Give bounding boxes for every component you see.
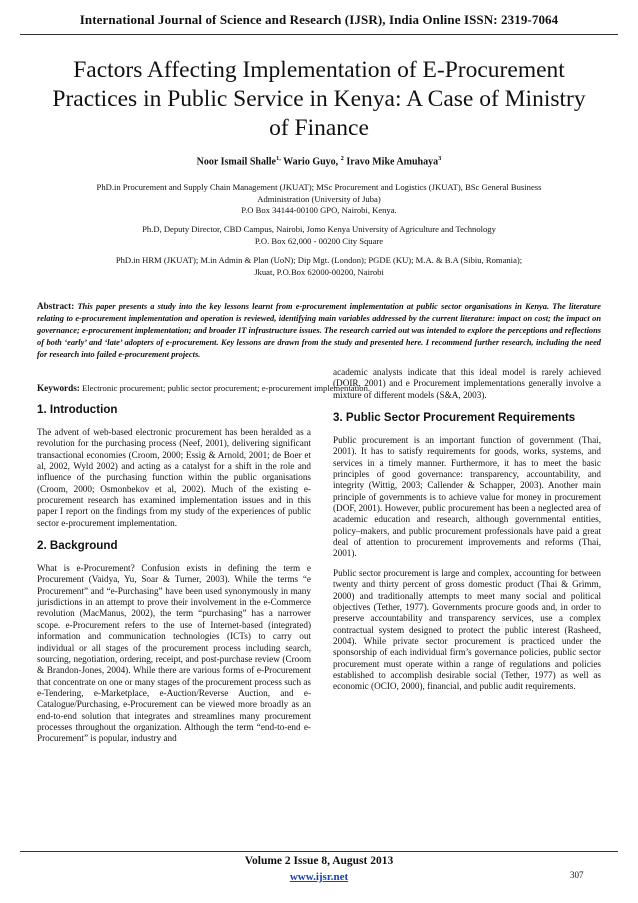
affiliation-3 (40, 255, 598, 278)
abstract-text: This paper presents a study into the key lessons learnt from e-procurement implementation at public sector organisations in Kenya. The literature relating to e-procurement implementation and operation is reviewed, identifying main variables addressed by the current literature: impact on cost; the impact on governance; e-procurement implementation; and broader IT infrastructure issues. The research carried out was intended to explore the perceptions and reflections of both ‘early’ and ‘late’ adopters of e-procurement. Key lessons are drawn from the study and presented here. I recommend further research, including the need for research into failed e-procurement projects. (37, 302, 601, 359)
author-3-mark-2: 3 (438, 155, 442, 162)
abstract (37, 301, 601, 361)
section-heading-background: 2. Background (37, 539, 118, 553)
background-paragraph: What is e-Procurement? Confusion exists in defining the term e Procurement (Vaidya, Yu, Soar & Turner, 2003). While the terms “e Procurement” and “e-Purchasing” have been used synonymously in many jurisdictions in an attempt to prove their involvement in the e-Commerce revolution (MacManus, 2002), the term “purchasing” has a narrower scope. e-Procurement refers to the use of Internet-based (integrated) information and communication technologies (ICTs) to carry out individual or all stages of the procurement process including search, sourcing, negotiation, ordering, receipt, and post-purchase review (Croom & Brandon-Jones, 2004). While there are various forms of e-Procurement that concentrate on one or many stages of the procurement process such as e-Tendering, e-Marketplace, e-Auction/Reverse Auction, and e-Catalogue/Purchasing, e-Procurement can be viewed more broadly as an end-to-end solution that integrates and streamlines many procurement processes throughout the organization. Although the term “end-to-end e-Procurement” is popular, industry and (37, 563, 311, 744)
affiliation-line: Ph.D, Deputy Director, CBD Campus, Nairobi, Jomo Kenya University of Agriculture and Technology (142, 224, 496, 234)
author-list (30, 155, 608, 167)
header-divider (20, 34, 618, 35)
affiliation-line: P.O. Box 62,000 - 00200 City Square (254, 235, 384, 246)
affiliation-1 (40, 182, 598, 217)
affiliation-line: PhD.in HRM (JKUAT); M.in Admin & Plan (UoN); Dip Mgt. (London); PGDE (KU); M.A. & B.A (Sibiu, Romania); (115, 255, 523, 265)
author-3: Iravo Mike Amuhaya (343, 156, 439, 168)
affiliation-line: P.O Box 34144-00100 GPO, Nairobi, Kenya. (241, 205, 397, 215)
background-continuation: academic analysts indicate that this ideal model is rarely achieved (DOIR, 2001) and e Procurement implementations generally involve a mixture of different models (S&A, 2003). (333, 367, 601, 400)
footer-divider (20, 851, 618, 852)
footer-volume: Volume 2 Issue 8, August 2013 (244, 855, 394, 867)
author-1-mark: 1, (275, 155, 281, 162)
author-3-mark: 2 (340, 155, 344, 162)
affiliation-line: Administration (University of Juba) (257, 193, 381, 204)
right-column (333, 367, 601, 701)
author-2: Wario Guyo, (280, 156, 341, 168)
section-heading-introduction: 1. Introduction (37, 403, 118, 416)
paper-title: Factors Affecting Implementation of E-Procurement Practices in Public Service in Kenya: A Case of Ministry of Finance (52, 57, 586, 141)
footer-link[interactable]: www.ijsr.net (289, 871, 349, 883)
introduction-paragraph: The advent of web-based electronic procurement has been heralded as a revolution for the purchasing process (Neef, 2001), delivering significant transactional economies (Croom, 2000; Essig & Arnold, 2001; de Boer et al, 2002, Wyld 2002) and acting as a catalyst for a shift in the role and influence of the purchasing function within the public organisations (Croom, 2000; Osmonbekov et al, 2002). Much of the existing e-procurement research has examined implementation issues and in this paper I report on the findings from my study of the experiences of public sector e-procurement implementation. (37, 427, 311, 528)
left-column (37, 403, 311, 753)
affiliation-2 (40, 224, 598, 247)
affiliation-line: PhD.in Procurement and Supply Chain Management (JKUAT); MSc Procurement and Logistics (JKUAT), BSc General Business (96, 182, 542, 192)
requirements-paragraph-1: Public procurement is an important function of government (Thai, 2001). It has to satisfy requirements for goods, works, systems, and services in a timely manner. Furthermore, it has to meet the basic principles of good governance: transparency, accountability, and integrity (Wittig, 2003; Callender & Schapper, 2003). Another main principle of governments is to achieve value for money in procurement (DOF, 2001). However, public procurement has been a neglected area of academic education and research, although governmental entities, policy–makers, and public procurement professionals have paid a great deal of attention to procurement improvements and reforms (Thai, 2001). (333, 435, 601, 559)
author-1: Noor Ismail Shalle (196, 156, 276, 168)
journal-header: International Journal of Science and Research (IJSR), India Online ISSN: 2319-7064 (79, 12, 559, 27)
affiliation-line: Jkuat, P.O.Box 62000-00200, Nairobi (254, 266, 384, 277)
page-number: 307 (570, 870, 584, 880)
abstract-label: Abstract: (37, 301, 75, 311)
keywords-label: Keywords: (37, 383, 80, 393)
requirements-paragraph-2: Public sector procurement is large and complex, accounting for between twenty and thirty percent of gross domestic product (Thai & Grimm, 2000) and traditionally attempts to meet many social and political objectives (Tether, 1977). Governments procure goods and, in order to preserve accountability and transparency services, use a complex contractual system designed to protect the public interest (Rasheed, 2004). While private sector procurement is practiced under the sponsorship of each individual firm’s governance policies, public sector procurement must operate within a range of regulations and policies established to accomplish desirable social (Tether, 1977) as well as economic (OCIO, 2000), financial, and public audit requirements. (333, 567, 601, 692)
section-heading-requirements: 3. Public Sector Procurement Requirements (333, 411, 576, 425)
keywords-text: Electronic procurement; public sector procurement; e-procurement implementation. (82, 383, 371, 393)
